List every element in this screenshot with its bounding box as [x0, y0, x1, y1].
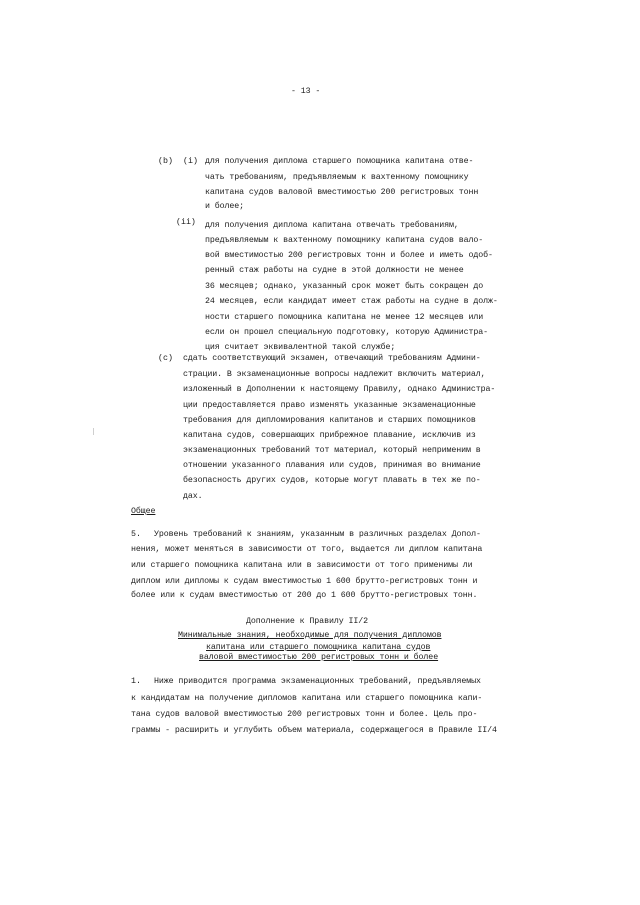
page-number: - 13 - — [291, 87, 321, 96]
item-b-ii-label: (ii) — [176, 218, 196, 227]
item-b-ii-line: ция считает эквивалентной такой службе; — [205, 343, 396, 352]
item-b-ii-line: 24 месяцев, если кандидат имеет стаж работы на судне в долж- — [205, 297, 498, 306]
para-1-line: граммы - расширить и углубить объем материала, содержащегося в Правиле II/4 — [131, 726, 497, 735]
item-b-ii-line: 36 месяцев; однако, указанный срок может быть сокращен до — [205, 282, 484, 291]
item-b-ii-line: если он прошел специальную подготовку, которую Администра- — [205, 328, 488, 337]
item-c-label: (c) — [158, 354, 173, 363]
item-c-line: капитана судов, совершающих прибрежное плавание, исключив из — [183, 431, 476, 440]
item-b-ii-line: вой вместимостью 200 регистровых тонн и более и иметь одоб- — [205, 251, 493, 260]
item-b-i-label: (i) — [183, 157, 198, 166]
section-heading-general: Общее — [131, 507, 156, 516]
item-c-line: страции. В экзаменационные вопросы надлежит включить материал, — [183, 370, 486, 379]
item-b-ii-line: ренный стаж работы на судне в этой должности не менее — [205, 266, 464, 275]
item-c-line: требования для дипломирования капитанов и старших помощников — [183, 416, 476, 425]
appendix-subtitle-line: валовой вместимостью 200 регистровых тонн и более — [199, 653, 439, 662]
para-1-line: тана судов валовой вместимостью 200 регистровых тонн и более. Цель про- — [131, 710, 478, 719]
para-5-line: диплом или дипломы к судам вместимостью 1 600 брутто-регистровых тонн и — [131, 577, 478, 586]
item-b-ii-line: ности старшего помощника капитана не менее 12 месяцев или — [205, 313, 484, 322]
item-c-line: ции предоставляется право изменять указанные экзаменационные — [183, 401, 476, 410]
item-c-line: дах. — [183, 492, 203, 501]
item-b-i-line: и более; — [205, 202, 245, 211]
item-b-i-line: чать требованиям, предъявляемым к вахтенному помощнику — [205, 173, 469, 182]
para-5-label: 5. — [131, 530, 141, 539]
para-5-line: Уровень требований к знаниям, указанным в различных разделах Допол- — [154, 530, 481, 539]
para-1-line: к кандидатам на получение дипломов капитана или старшего помощника капи- — [131, 694, 483, 703]
item-c-line: сдать соответствующий экзамен, отвечающий требованиям Админи- — [183, 354, 481, 363]
para-5-line: более или к судам вместимостью от 200 до 1 600 брутто-регистровых тонн. — [131, 591, 478, 600]
item-b-label: (b) — [158, 157, 173, 166]
para-5-line: или старшего помощника капитана или в зависимости от того применимы ли — [131, 561, 473, 570]
appendix-subtitle-line: Минимальные знания, необходимые для получения дипломов — [178, 631, 442, 640]
appendix-subtitle-line: капитана или старшего помощника капитана судов — [206, 643, 431, 652]
item-c-line: отношении указанного плавания или судов, принимая во внимание — [183, 461, 481, 470]
item-c-line: экзаменационных требований тот материал, который неприменим в — [183, 446, 481, 455]
para-1-label: 1. — [131, 677, 141, 686]
item-b-i-line: капитана судов валовой вместимостью 200 регистровых тонн — [205, 188, 479, 197]
item-b-i-line: для получения диплома старшего помощника капитана отве- — [205, 157, 474, 166]
item-c-line: изложенный в Дополнении к настоящему Правилу, однако Администра- — [183, 385, 496, 394]
margin-mark — [93, 428, 94, 435]
item-b-ii-line: для получения диплома капитана отвечать требованиям, — [205, 221, 459, 230]
item-c-line: безопасность других судов, которые могут плавать в тех же по- — [183, 476, 481, 485]
item-b-ii-line: предъявляемым к вахтенному помощнику капитана судов вало- — [205, 236, 484, 245]
appendix-title: Дополнение к Правилу II/2 — [246, 617, 368, 626]
para-5-line: нения, может меняться в зависимости от того, выдается ли диплом капитана — [131, 545, 483, 554]
para-1-line: Ниже приводится программа экзаменационных требований, предъявляемых — [154, 677, 481, 686]
